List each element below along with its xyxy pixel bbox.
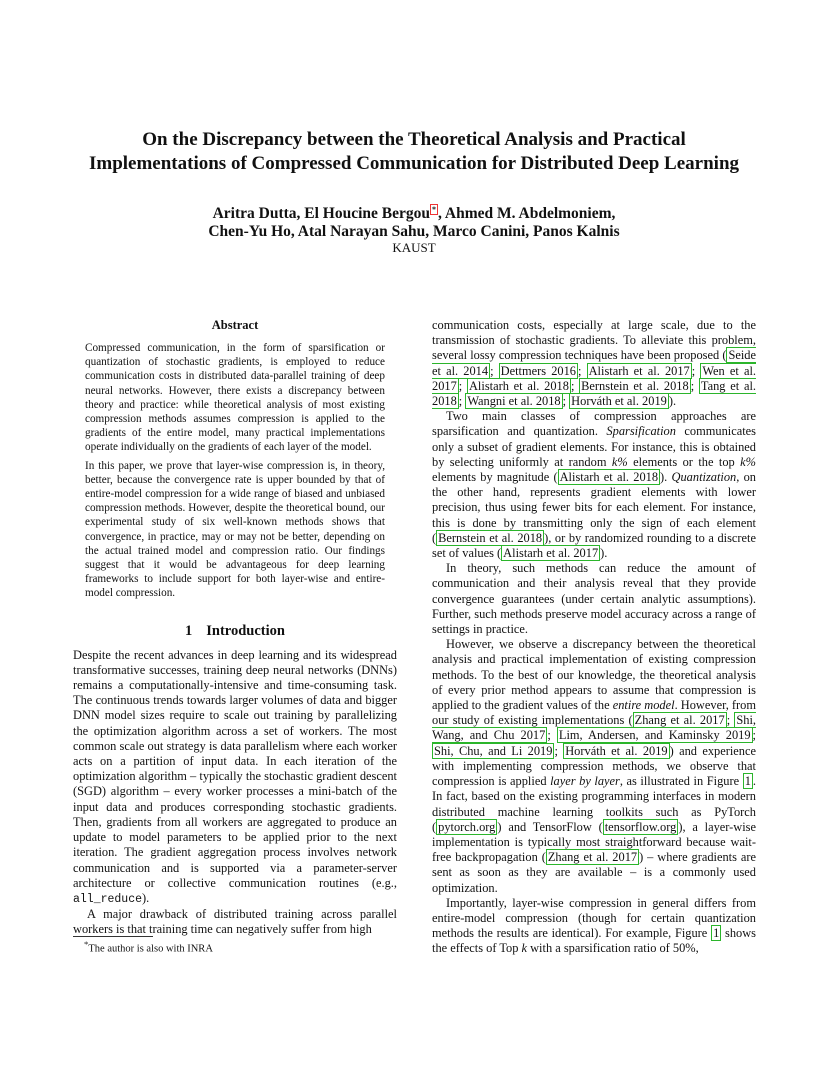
author-line-1 — [40, 205, 788, 223]
right-paragraph-3: However, we observe a discrepancy between the theoretical analysis and practical implementation of existing compression methods. To the best of our knowledge, the theoretical analysis of every prior method appears to assume that compression is applied to the gradient values of the entire model. However, from our study of existing implementations ( Zhang et al. 2017 ; Shi, Wang, and Chu 2017 ; Lim, Andersen, and Kaminsky 2019 ; Shi, Chu, and Li 2019 ; Horváth et al. 2019 ) and experience with implementing compression methods, we observe that compression is applied layer by layer, as illustrated in Figure 1 . In fact, based on the existing programming interfaces in modern distributed machine learning toolkits such as PyTorch ( pytorch.org ) and TensorFlow ( tensorflow.org ), a layer-wise implementation is typically most straightforward because wait-free backpropagation ( Zhang et al. 2017 ) – where gradients are sent as soon as they are available – is a commonly used optimization. — [432, 637, 756, 895]
citation-link[interactable]: Bernstein et al. 2018 — [438, 530, 543, 545]
text-run: . In fact, based on the existing programming interfaces in modern distributed machine learning toolkits such as PyTorch ( — [432, 774, 756, 834]
citation-link[interactable]: Wen et al. 2017 — [432, 363, 756, 393]
intro-paragraph-1 — [73, 648, 397, 907]
text-run: shows the effects of Top — [432, 926, 756, 956]
text-run: ), or by randomized rounding to a discrete set of values ( — [432, 530, 756, 561]
text-run: ) and TensorFlow ( — [497, 819, 603, 834]
emphasis: layer by layer — [550, 774, 620, 789]
text-run: communication costs, especially at large scale, due to the transmission of stochastic gradients. To alleviate this problem, several lossy compression techniques have been proposed ( — [432, 318, 756, 363]
text-run: However, we observe a discrepancy between the theoretical analysis and practical implementation of existing compression methods. To the best of our knowledge, the theoretical analysis of every prior method appears to assume that compression is applied to the gradient values of the — [432, 637, 756, 713]
text-run: communicates only a subset of gradient elements. For instance, this is obtained by selecting uniformly at random — [432, 424, 756, 469]
text-run: . However, from our study of existing implementations ( — [432, 698, 756, 728]
abstract-heading: Abstract — [211, 318, 259, 332]
url-link[interactable]: pytorch.org — [438, 819, 496, 834]
text-run: , as illustrated in Figure — [619, 774, 743, 789]
intro-paragraph-2: A major drawback of distributed training across parallel workers is that training time can negatively suffer from high — [73, 907, 397, 937]
emphasis: Sparsification — [606, 424, 676, 439]
abstract-section — [73, 318, 397, 601]
url-link[interactable]: tensorflow.org — [604, 819, 677, 834]
section-heading-introduction — [73, 623, 397, 640]
emphasis: Quantization — [671, 470, 737, 485]
right-paragraph-2: In theory, such methods can reduce the amount of communication and their analysis reveal that they provide convergence guarantees (under certain analytic assumptions). Further, such methods preserve model accuracy across a range of settings in practice. — [432, 561, 756, 637]
citation-link[interactable]: Shi, Chu, and Li 2019 — [434, 743, 553, 758]
citation-link[interactable]: Alistarh et al. 2017 — [588, 363, 690, 378]
code-all-reduce: all_reduce — [73, 892, 143, 906]
affiliation: KAUST — [392, 240, 436, 255]
text-run: ) and experience with implementing compression methods, we observe that compression is applied — [432, 743, 756, 789]
text-run: ). — [668, 394, 677, 409]
citation-link[interactable]: Alistarh et al. 2018 — [468, 378, 569, 393]
right-paragraph-0: communication costs, especially at large scale, due to the transmission of stochastic gradients. To alleviate this problem, several lossy compression techniques have been proposed ( Seide et al. 2014 ; Dettmers 2016 ; Alistarh et al. 2017 ; Wen et al. 2017 ; Alistarh et al. 2018 ; Bernstein et al. 2018 ; Tang et al. 2018 ; Wangni et al. 2018 ; Horváth et al. 2019 ). — [432, 318, 756, 409]
citation-link[interactable]: Horváth et al. 2019 — [571, 394, 667, 409]
footnote-divider — [73, 936, 153, 937]
citation-link[interactable]: Zhang et al. 2017 — [547, 850, 638, 865]
right-column-body — [432, 318, 756, 957]
title-line-2: Implementations of Compressed Communication for Distributed Deep Learning — [88, 153, 740, 174]
emphasis: entire model — [612, 698, 675, 713]
text-run: elements by magnitude ( — [432, 470, 558, 485]
citation-link[interactable]: Wangni et al. 2018 — [467, 394, 561, 409]
text-run: ), a layer-wise implementation is typically most straightforward because wait-free backpropagation ( — [432, 819, 756, 865]
left-column — [73, 318, 397, 938]
citation-link[interactable]: Shi, Wang, and Chu 2017 — [432, 713, 756, 743]
text-run: ). — [142, 890, 150, 905]
citation-link[interactable]: Dettmers 2016 — [500, 363, 577, 378]
citation-link[interactable]: Bernstein et al. 2018 — [581, 378, 689, 393]
footnote — [84, 938, 213, 956]
text-run: , on the other hand, represents gradient elements with lower precision, thus using fewer bits for each element. For instance, this is done by transmitting only the sign of each element ( — [432, 470, 756, 545]
right-column — [432, 318, 756, 957]
figure-link[interactable]: 1 — [713, 926, 720, 941]
figure-link[interactable]: 1 — [744, 774, 751, 789]
title-line-1: On the Discrepancy between the Theoretical Analysis and Practical — [142, 129, 686, 150]
author-list — [40, 205, 788, 241]
text-run: ). — [600, 546, 608, 561]
right-paragraph-4 — [432, 896, 756, 957]
text-run: Despite the recent advances in deep learning and its widespread transformative successes, training deep neural networks (DNNs) remains a computationally-intensive and time-consuming task. The continuous trends towards larger volumes of data and bigger DNN model sizes require to scale out training by parallelizing the optimization algorithm across a set of workers. The most common scale out strategy is data parallelism where each worker acts on a partition of input data. In each iteration of the optimization algorithm – typically the stochastic gradient descent (SGD) algorithm – every worker processes a mini-batch of the input data and produces corresponding stochastic gradients. Then, gradients from all workers are aggregated to produce an update to model parameters to be applied prior to the next iteration. The gradient aggregation process involves network communication and is supported via a parameter-server architecture or collective communication routines (e.g., — [73, 647, 397, 890]
text-run: with a sparsification ratio of 50%, — [527, 941, 699, 956]
paper-title — [40, 128, 788, 176]
introduction-body — [73, 648, 397, 938]
section-number: 1 — [185, 622, 193, 639]
math-k: k% — [611, 454, 628, 469]
footnote-mark-link[interactable]: * — [432, 204, 436, 214]
citation-link[interactable]: Alistarh et al. 2018 — [559, 470, 659, 485]
section-title: Introduction — [206, 622, 285, 639]
math-k: k% — [740, 454, 756, 469]
right-paragraph-1 — [432, 409, 756, 561]
citation-link[interactable]: Zhang et al. 2017 — [634, 713, 725, 728]
text-run: Two main classes of compression approaches are sparsification and quantization. — [432, 409, 756, 439]
footnote-text: The author is also with INRA — [88, 943, 213, 955]
citation-link[interactable]: Tang et al. 2018 — [432, 378, 756, 409]
text-run: elements or the top — [627, 454, 741, 469]
text-run: ) – where gradients are sent as soon as they are available – is a commonly used optimization. — [432, 850, 756, 895]
abstract-paragraph-1: Compressed communication, in the form of sparsification or quantization of stochastic gradients, is employed to reduce communication costs in distributed data-parallel training of deep neural networks. However, there exists a discrepancy between theory and practice: while theoretical analysis of most existing compression methods assumes compression is applied to the gradients of the entire model, many practical implementations operate individually on the gradients of each layer of the model. — [85, 342, 385, 454]
math-k: k — [521, 941, 528, 956]
authors-text-b: , Ahmed M. Abdelmoniem, — [438, 205, 616, 222]
author-line-2: Chen-Yu Ho, Atal Narayan Sahu, Marco Canini, Panos Kalnis — [208, 223, 620, 240]
authors-text-a: Aritra Dutta, El Houcine Bergou — [212, 205, 430, 222]
text-run: Importantly, layer-wise compression in general differs from entire-model compression (though for certain quantization methods the results are identical). For example, Figure — [432, 895, 756, 941]
text-run: ). — [660, 470, 672, 485]
citation-link[interactable]: Lim, Andersen, and Kaminsky 2019 — [558, 728, 751, 743]
footnote-marker: * — [84, 939, 89, 949]
abstract-paragraph-2: In this paper, we prove that layer-wise compression is, in theory, better, because the convergence rate is upper bounded by that of entire-model compression for a wide range of biased and unbiased compression methods. However, despite the theoretical bound, our experimental study of six well-known methods shows that convergence, in practice, may or may not be better, depending on the actual trained model and compression ratio. Our findings suggest that it would be advantageous for deep learning frameworks to include support for both layer-wise and entire-model compression. — [85, 459, 385, 600]
citation-link[interactable]: Seide et al. 2014 — [432, 348, 756, 378]
citation-link[interactable]: Horváth et al. 2019 — [565, 743, 668, 758]
citation-link[interactable]: Alistarh et al. 2017 — [503, 546, 599, 561]
